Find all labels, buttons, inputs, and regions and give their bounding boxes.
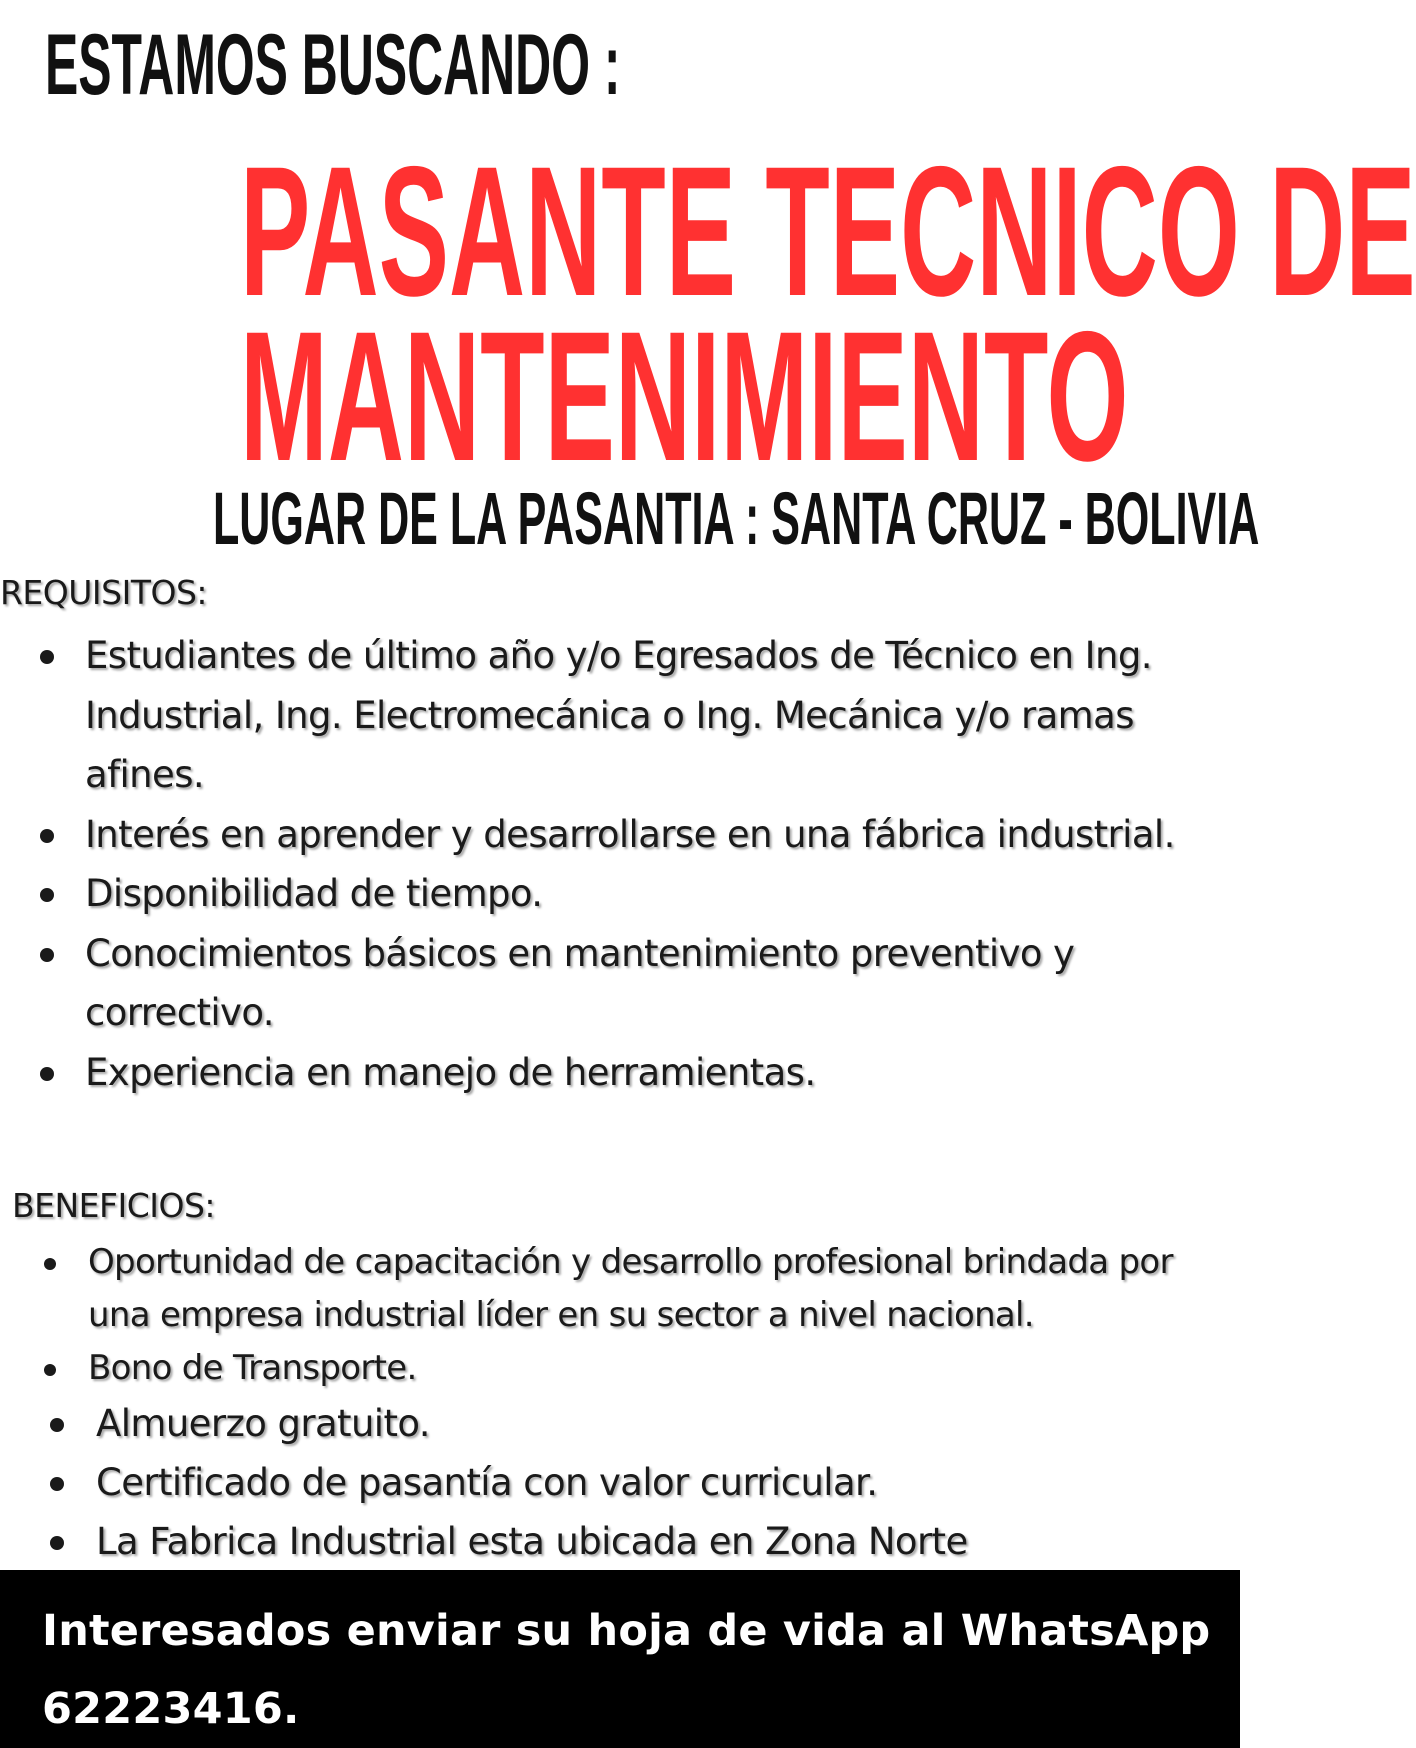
requirement-item (85, 805, 1195, 865)
requirements-list (85, 626, 1195, 1102)
requirement-text: Interés en aprender y desarrollarse en una fábrica industrial. (85, 812, 1175, 856)
requirement-item (85, 924, 1195, 1043)
job-title-line-1: PASANTE TECNICO DE (240, 129, 1416, 335)
internship-location: LUGAR DE LA PASANTIA : SANTA CRUZ - BOLIVIA (213, 477, 1260, 560)
bullet-icon (50, 1477, 64, 1491)
benefit-item (96, 1453, 1196, 1512)
benefit-text: Bono de Transporte. (88, 1348, 417, 1388)
benefits-heading: BENEFICIOS: (12, 1186, 216, 1225)
benefit-item (88, 1342, 1208, 1395)
contact-footer (0, 1570, 1240, 1748)
requirement-text: Conocimientos básicos en mantenimiento preventivo y correctivo. (85, 931, 1075, 1034)
requirements-heading: REQUISITOS: (0, 573, 208, 612)
requirement-text: Disponibilidad de tiempo. (85, 872, 543, 915)
bullet-icon (40, 829, 54, 843)
benefit-item (96, 1512, 1196, 1571)
bullet-icon (40, 948, 54, 962)
benefit-item (88, 1236, 1208, 1342)
benefit-text: Oportunidad de capacitación y desarrollo profesional brindada por una empresa industrial líder en su sector a nivel nacional. (88, 1242, 1173, 1335)
benefit-text: La Fabrica Industrial esta ubicada en Zona Norte (96, 1520, 968, 1563)
bullet-icon (44, 1364, 56, 1376)
bullet-icon (40, 888, 54, 902)
bullet-icon (40, 1067, 54, 1081)
benefit-text: Almuerzo gratuito. (96, 1402, 430, 1445)
bullet-icon (50, 1536, 64, 1550)
requirement-item (85, 864, 1195, 924)
requirement-item (85, 626, 1195, 805)
benefit-text: Certificado de pasantía con valor curricular. (96, 1461, 878, 1504)
bullet-icon (40, 650, 54, 664)
requirement-text: Experiencia en manejo de herramientas. (85, 1050, 816, 1094)
benefits-list-continued (96, 1394, 1196, 1571)
benefit-item (96, 1394, 1196, 1453)
requirement-text: Estudiantes de último año y/o Egresados de Técnico en Ing. Industrial, Ing. Electromecánica o Ing. Mecánica y/o ramas afines. (85, 634, 1152, 796)
benefits-list (88, 1236, 1208, 1395)
job-title-line-2: MANTENIMIENTO (240, 294, 1129, 500)
bullet-icon (50, 1418, 64, 1432)
bullet-icon (44, 1258, 56, 1270)
requirement-item (85, 1043, 1195, 1103)
contact-text: Interesados enviar su hoja de vida al WhatsApp 62223416. (42, 1606, 1211, 1734)
headline: ESTAMOS BUSCANDO : (45, 17, 621, 113)
